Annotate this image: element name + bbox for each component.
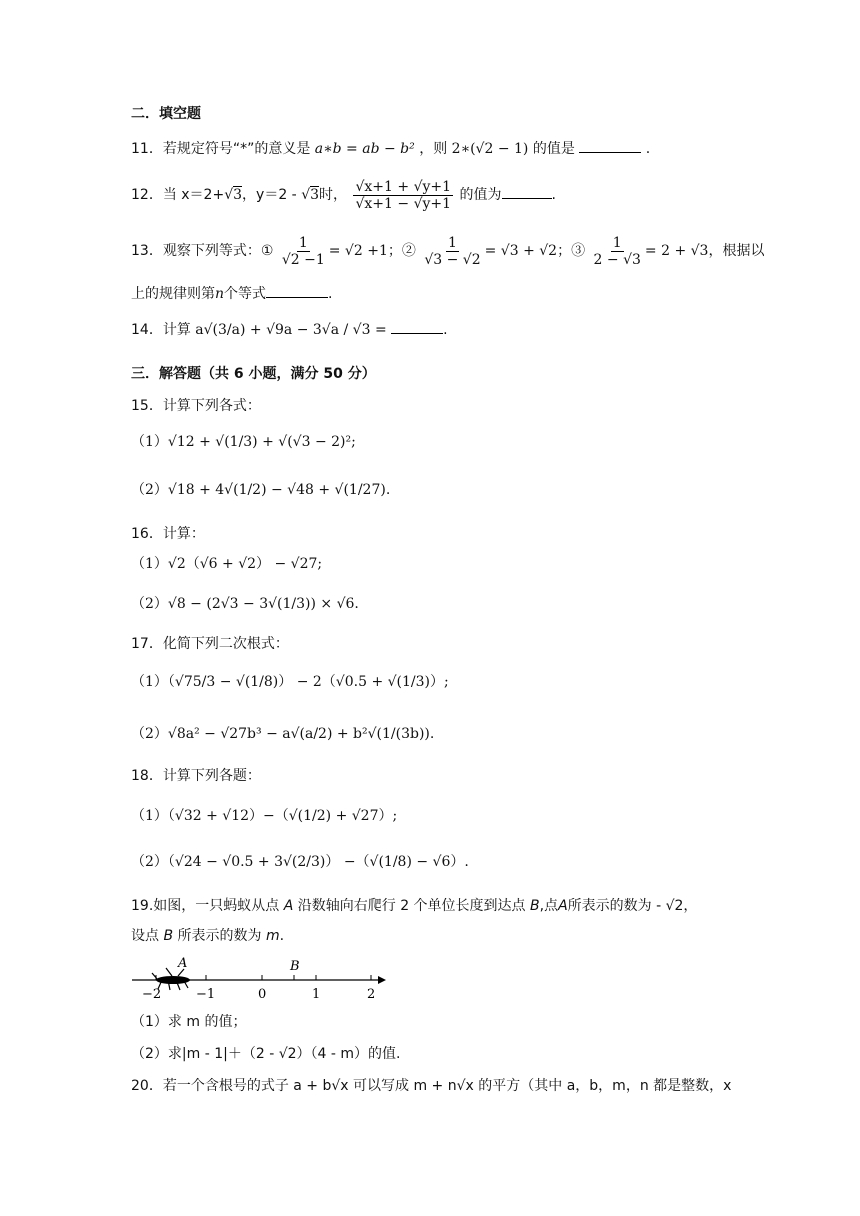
question-11 [131, 139, 650, 159]
question-14: 14．计算 a√(3/a) + √9a − 3√a / √3 = . [131, 322, 448, 338]
q12-text-3: 时， [319, 187, 348, 203]
question-19-part-2: （2）求|m ‐ 1|＋（2 ‐ √2）（4 ‐ m）的值. [131, 1046, 401, 1062]
q13-fraction-1: $\frac{1}{√2 -1}$ [281, 234, 325, 268]
section-title-fill-blank: 二．填空题 [131, 106, 201, 122]
question-18-part-1: （1）（√32 + √12）−（√(1/2) + √27）; [131, 808, 398, 824]
question-19-part-1: （1）求 m 的值； [131, 1014, 247, 1030]
question-15-part-2: （2）√18 + 4√(1/2) − √48 + √(1/27). [131, 482, 391, 498]
question-17-title: 17．化简下列二次根式： [131, 636, 289, 652]
q14-expression: a√(3/a) + √9a − 3√a / √3 = [195, 322, 387, 338]
axis-arrow-icon [378, 976, 386, 984]
q12-sqrt3: √3 [224, 187, 243, 203]
q11-answer-blank[interactable] [579, 140, 641, 153]
q12-text-2: ，y＝2 ‐ [242, 187, 302, 203]
q11-expression: a∗b = ab − b² [314, 141, 415, 157]
q11-text: 11．若规定符号“*”的意义是 [131, 141, 311, 157]
q11-expression-2: 2∗(√2 − 1) [451, 141, 529, 157]
question-20: 20．若一个含根号的式子 a + b√x 可以写成 m + n√x 的平方（其中 a，b，m，n 都是整数，x [131, 1078, 732, 1094]
axis-label-neg1: −1 [196, 987, 216, 1002]
number-line-figure [128, 954, 390, 1002]
question-16-part-1: （1）√2（√6 + √2） − √27; [131, 556, 323, 572]
question-16-part-2: （2）√8 − (2√3 − 3√(1/3)) × √6. [131, 596, 359, 612]
point-a-label: A [178, 956, 188, 971]
q13-result-2: = √3 + √2；③ [484, 243, 586, 259]
axis-label-2: 2 [367, 987, 376, 1002]
q19-point-b-ref: B [530, 898, 540, 914]
question-12: 12．当 x＝2+√3，y＝2 ‐ √3时， $\frac{√x+1 + √y+1}{√x+1 - √y+1}$ 的值为 . [131, 178, 556, 212]
q12-text: 12．当 x＝2+ [131, 187, 225, 203]
q12-numerator: √x+1 + √y+1 [355, 178, 452, 195]
q12-text-4: 的值为 [459, 187, 502, 203]
q14-text: 14．计算 [131, 322, 191, 338]
q11-period: . [645, 141, 651, 157]
question-15-title: 15．计算下列各式： [131, 398, 261, 414]
section-title-solve: 三．解答题（共 6 小题，满分 50 分） [131, 366, 376, 382]
question-18-part-2: （2）（√24 − √0.5 + 3√(2/3)） −（√(1/8) − √6）. [131, 854, 469, 870]
q13-fraction-3: $\frac{1}{2 - √3}$ [593, 234, 641, 268]
q13-fraction-2: $\frac{1}{√3 - √2}$ [424, 234, 481, 268]
q11-text-3: 的值是 [532, 141, 575, 157]
q12-sqrt3-b: √3 [301, 187, 320, 203]
q13-answer-blank[interactable] [266, 285, 328, 298]
q19-point-a-ref: A [283, 898, 294, 914]
question-18-title: 18．计算下列各题： [131, 768, 261, 784]
question-17-part-2: （2）√8a² − √27b³ − a√(a/2) + b²√(1/(3b)). [131, 726, 435, 742]
q13-n: n [215, 286, 225, 302]
axis-label-neg2: −2 [142, 987, 162, 1002]
axis-label-1: 1 [312, 987, 321, 1002]
point-b-label: B [290, 959, 300, 974]
question-17-part-1: （1）（√75/3 − √(1/8)） − 2（√0.5 + √(1/3)）; [131, 674, 449, 690]
q13-text: 13．观察下列等式：① [131, 243, 274, 259]
axis-label-0: 0 [258, 987, 267, 1002]
question-13 [131, 232, 764, 270]
question-16-title: 16．计算： [131, 526, 205, 542]
q12-denominator: √x+1 − √y+1 [355, 195, 452, 212]
q11-text-2: ，则 [419, 141, 448, 157]
q19-m: m [265, 928, 280, 944]
question-13-line-2: 上的规律则第n个等式 . [131, 286, 333, 302]
q14-answer-blank[interactable] [391, 321, 443, 334]
question-19-line-2: 设点 B 所表示的数为 m. [131, 928, 285, 944]
q12-fraction [353, 179, 453, 212]
question-19-line-1: 19.如图，一只蚂蚁从点 A 沿数轴向右爬行 2 个单位长度到达点 B,点A所表示的数为 ‐ √2， [131, 898, 698, 914]
question-15-part-1: （1）√12 + √(1/3) + √(√3 − 2)²; [131, 434, 356, 450]
q13-result-3: = 2 + √3，根据以 [644, 243, 765, 259]
q13-result-1: = √2 +1；② [328, 243, 416, 259]
q12-answer-blank[interactable] [502, 186, 552, 199]
